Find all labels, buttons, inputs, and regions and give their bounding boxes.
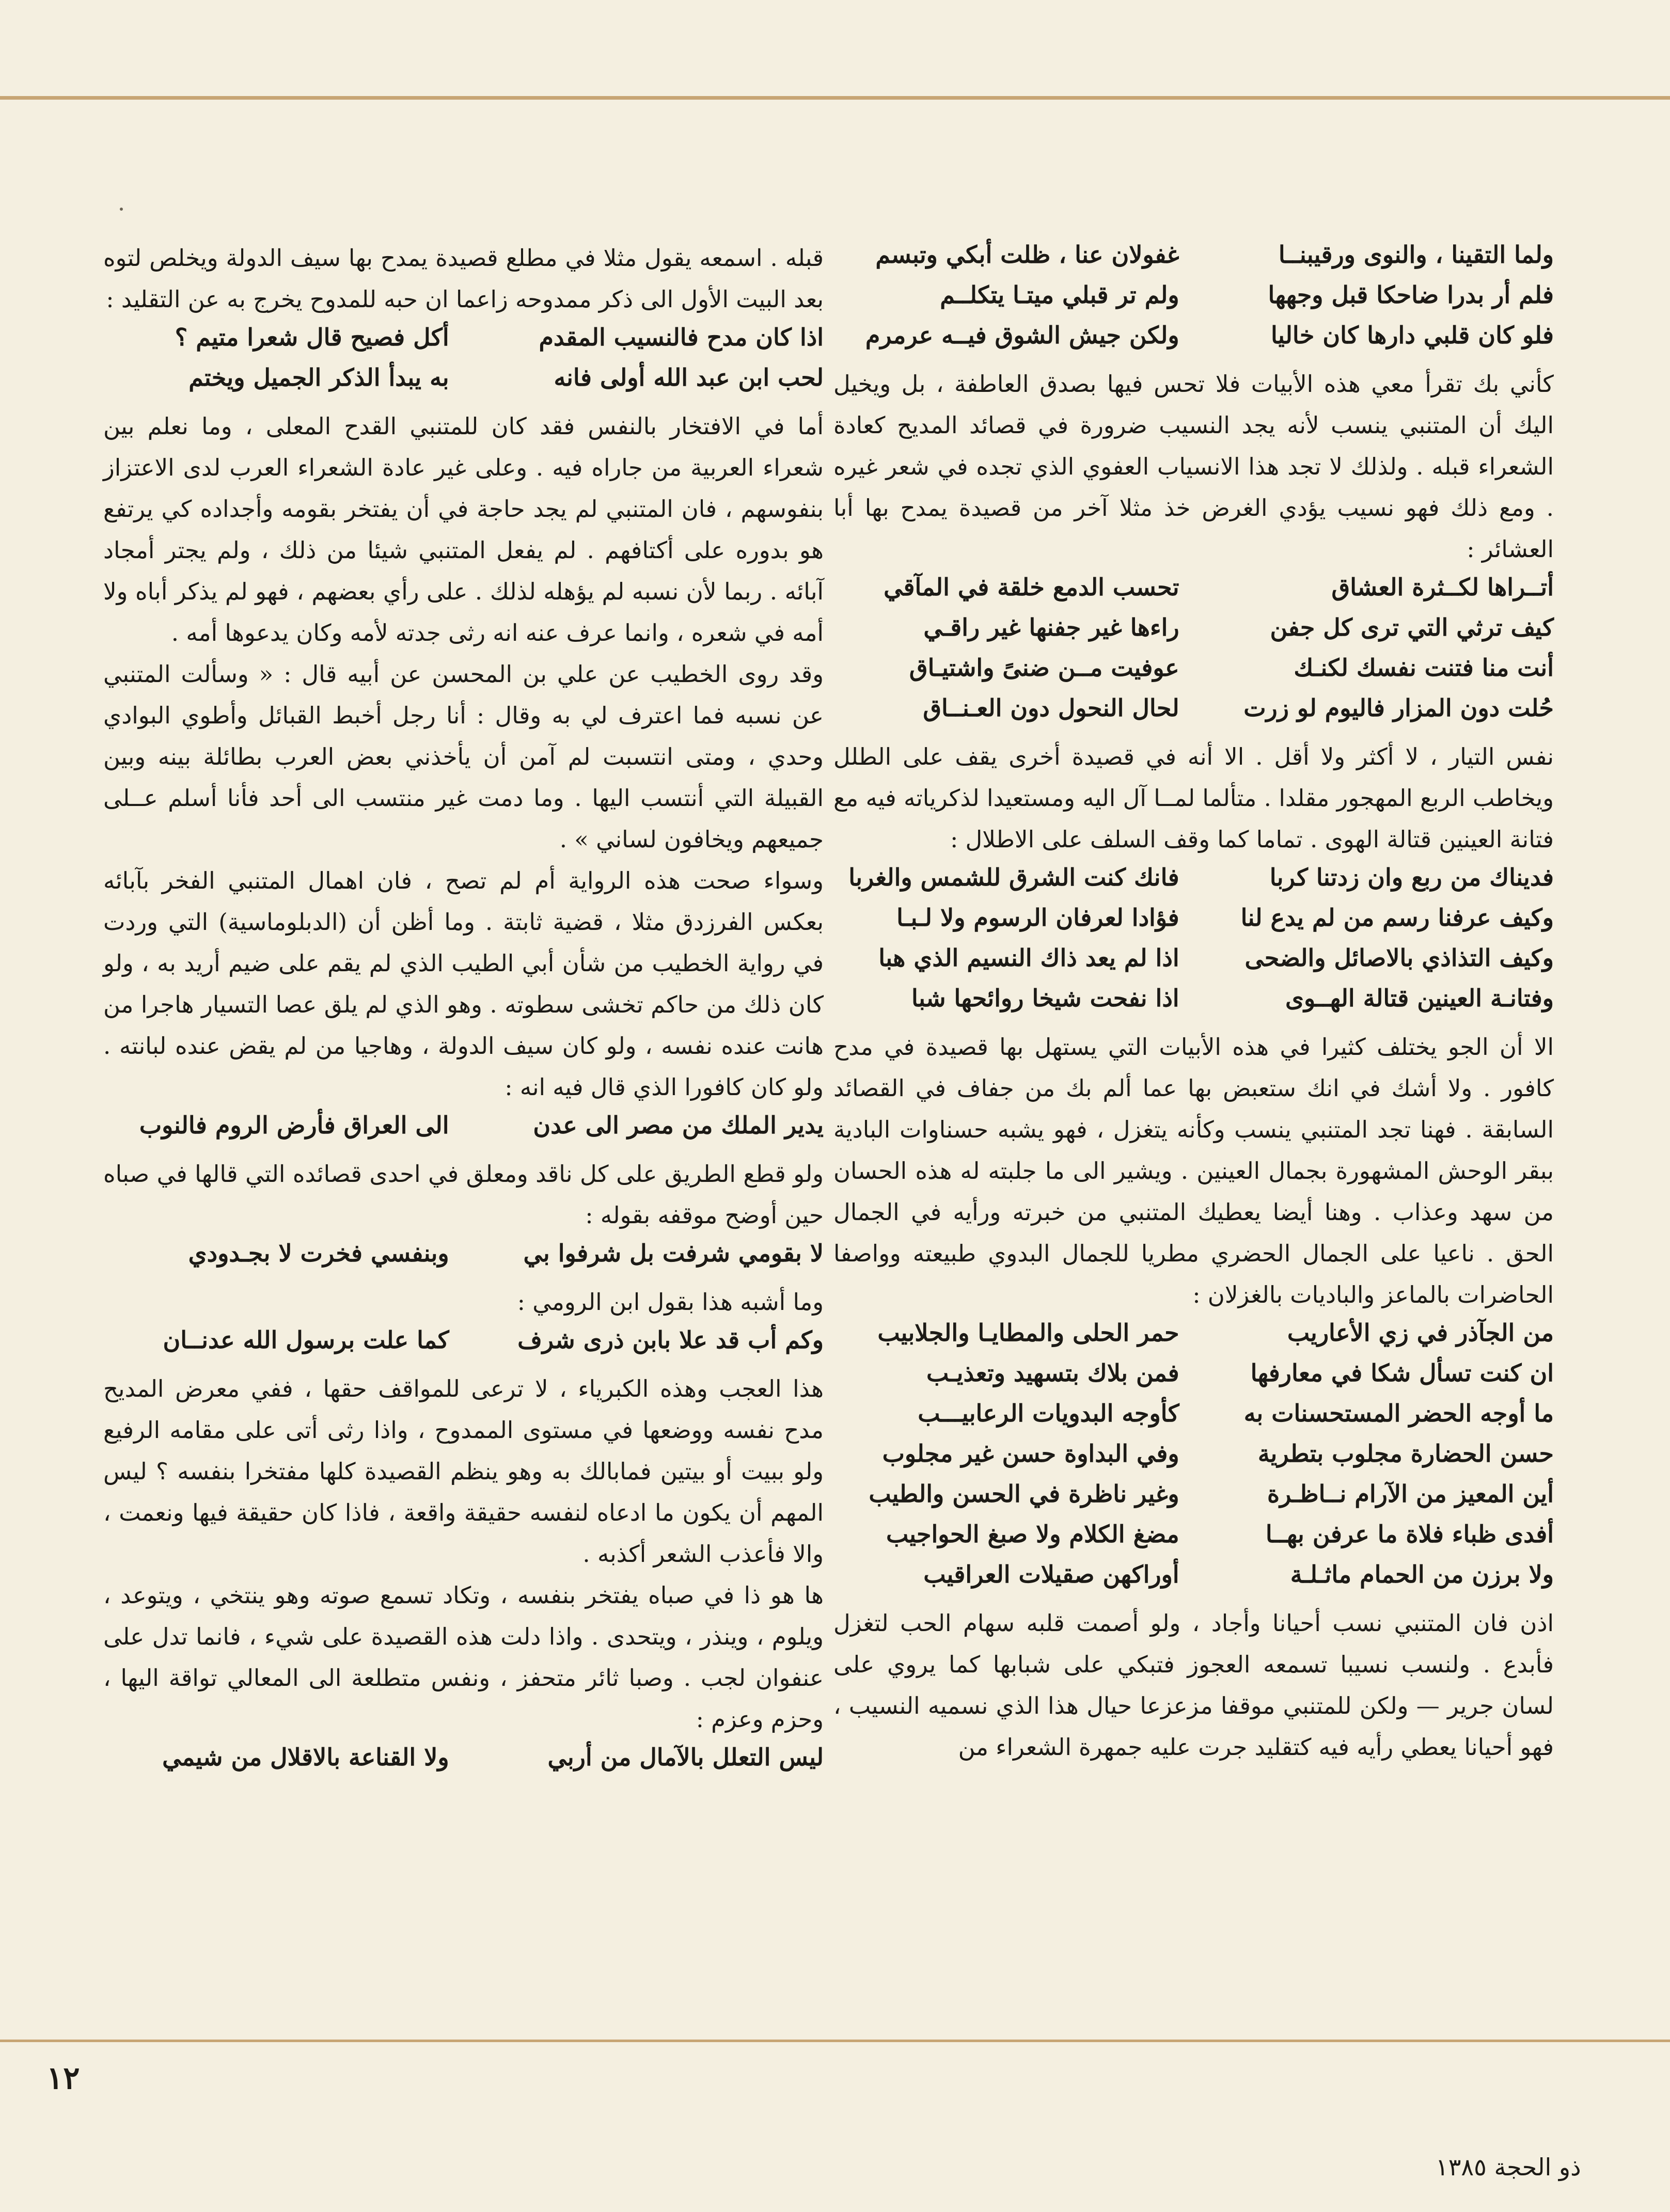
verse-line (103, 1743, 824, 1783)
verse-line (103, 1111, 824, 1151)
ink-dot (120, 208, 123, 211)
verse-second-hemistich: الى العراق فأرض الروم فالنوب (139, 1111, 449, 1139)
verse-first-hemistich: وكيف عرفنا رسم من لم يدع لنا (1240, 904, 1554, 931)
verse-second-hemistich: أكل فصيح قال شعرا متيم ؟ (175, 323, 449, 351)
paragraph: كأني بك تقرأ معي هذه الأبيات فلا تحس فيها بصدق العاطفة ، بل ويخيل اليك أن المتنبي ينسب لأنه يجد النسيب ضرورة في قصائد المديح كعادة الشعراء قبله . ولذلك لا تجد هذا الانسياب العفوي الذي تجده في شعر غيره . ومع ذلك فهو نسيب يؤدي الغرض خذ مثلا آخر من قصيدة يمدح بها أبا العشائر : (833, 370, 1554, 563)
paragraph: اذن فان المتنبي نسب أحيانا وأجاد ، ولو أصمت قلبه سهام الحب لتغزل فأبدع . ولنسب نسيبا تسمعه العجوز فتبكي على شبابها كما يروي على لسان جرير — ولكن للمتنبي موقفا مزعزعا حيال هذا الذي نسميه النسيب ، فهو أحيانا يعطي رأيه فيه كتقليد جرت عليه جمهرة الشعراء من (833, 1609, 1554, 1761)
verse-first-hemistich: ليس التعلل بالآمال من أربي (547, 1743, 824, 1771)
verse-line (833, 1319, 1554, 1359)
verse-first-hemistich: اذا كان مدح فالنسيب المقدم (539, 323, 824, 351)
verse-second-hemistich: أوراكهن صقيلات العراقيب (923, 1560, 1179, 1588)
verse-second-hemistich: حمر الحلى والمطايـا والجلابيب (877, 1319, 1179, 1347)
verse-first-hemistich: ما أوجه الحضر المستحسنات به (1243, 1399, 1554, 1427)
verse-line (103, 1326, 824, 1366)
verse-second-hemistich: ولا القناعة بالاقلال من شيمي (162, 1743, 449, 1771)
verse-second-hemistich: وفي البداوة حسن غير مجلوب (882, 1440, 1179, 1467)
verse-line (103, 1239, 824, 1279)
verse-second-hemistich: اذا نفحت شيخا روائحها شبا (911, 984, 1179, 1012)
verse-line (833, 321, 1554, 361)
verse-second-hemistich: اذا لم يعد ذاك النسيم الذي هبا (878, 944, 1179, 972)
verse-second-hemistich: كما علت برسول الله عدنــان (163, 1326, 449, 1354)
verse-group (103, 1326, 824, 1366)
verse-first-hemistich: يدير الملك من مصر الى عدن (533, 1111, 824, 1139)
left-column (103, 238, 824, 1786)
verse-line (833, 694, 1554, 734)
verse-second-hemistich: فمن بلاك بتسهيد وتعذيـب (926, 1359, 1179, 1387)
top-rule (0, 96, 1670, 100)
paragraph: وسواء صحت هذه الرواية أم لم تصح ، فان اهمال المتنبي الفخر بآبائه بعكس الفرزدق مثلا ، قضية ثابتة . وما أظن أن (الدبلوماسية) التي وردت في رواية الخطيب من شأن أبي الطيب الذي لم يقم على ضيم أريد به ، ولو كان ذلك من حاكم تخشى سطوته . وهو الذي لم يلق عصا التسيار هاجرا من هانت عنده نفسه ، ولو كان سيف الدولة ، وهاجيا من لم يقض عنده لبانته . ولو كان كافورا الذي قال فيه انه : (103, 867, 824, 1101)
verse-group (833, 573, 1554, 734)
verse-line (833, 613, 1554, 654)
verse-second-hemistich: به يبدأ الذكر الجميل ويختم (188, 364, 449, 391)
verse-second-hemistich: مضغ الكلام ولا صبغ الحواجيب (886, 1520, 1179, 1548)
verse-second-hemistich: تحسب الدمع خلقة في المآقي (884, 573, 1179, 601)
verse-second-hemistich: لحال النحول دون العـنــاق (923, 694, 1179, 722)
verse-group (103, 1743, 824, 1783)
issue-date: ذو الحجة ١٣٨٥ (1436, 2153, 1581, 2181)
verse-second-hemistich: راءها غير جفنها غير راقـي (923, 613, 1179, 641)
verse-first-hemistich: حُلت دون المزار فاليوم لو زرت (1243, 694, 1554, 722)
verse-group (103, 323, 824, 404)
verse-line (833, 984, 1554, 1024)
paragraph: وما أشبه هذا بقول ابن الرومي : (517, 1288, 824, 1316)
verse-first-hemistich: وفتانـة العينين قتالة الهــوى (1285, 984, 1554, 1012)
paragraph: ها هو ذا في صباه يفتخر بنفسه ، وتكاد تسمع صوته وهو ينتخي ، ويتوعد ، ويلوم ، وينذر ، ويتحدى . واذا دلت هذه القصيدة على شيء ، فانما تدل على عنفوان لجب . وصبا ثائر متحفز ، ونفس متطلعة الى المعالي تواقة اليها ، وحزم وعزم : (103, 1582, 824, 1733)
verse-group (103, 1111, 824, 1151)
paragraph: أما في الافتخار بالنفس فقد كان للمتنبي القدح المعلى ، وما نعلم بين شعراء العربية من جاراه فيه . وعلى غير عادة الشعراء العرب لدى الاعتزاز بنفوسهم ، فان المتنبي لم يجد حاجة في أن يفتخر بقومه وأجداده كي يرتفع هو بدوره على أكتافهم . لم يفعل المتنبي شيئا من ذلك ، ولم يجتر أمجاد آبائه . ربما لأن نسبه لم يؤهله لذلك . على رأي بعضهم ، فهو لم يذكر أباه ولا أمه في شعره ، وانما عرف عنه انه رثى جدته لأمه وكان يدعوها أمه . (103, 413, 824, 646)
verse-group (103, 1239, 824, 1279)
verse-group (833, 1319, 1554, 1601)
verse-line (833, 1560, 1554, 1601)
paragraph: وقد روى الخطيب عن علي بن المحسن عن أبيه قال : « وسألت المتنبي عن نسبه فما اعترف لي به وقال : أنا رجل أخبط القبائل وأطوي البوادي وحدي ، ومتى انتسبت لم آمن أن يأخذني بعض العرب بطائلة بينه وبين القبيلة التي أنتسب اليها . وما دمت غير منتسب الى أحد فأنا أسلم عــلى جميعهم ويخافون لساني » . (103, 660, 824, 853)
verse-first-hemistich: أنت منا فتنت نفسك لكنـك (1294, 654, 1554, 682)
verse-line (833, 1440, 1554, 1480)
verse-first-hemistich: أين المعيز من الآرام نــاظـرة (1267, 1480, 1554, 1508)
verse-group (833, 863, 1554, 1024)
verse-first-hemistich: ولما التقينا ، والنوى ورقيبنــا (1278, 241, 1554, 268)
verse-second-hemistich: وبنفسي فخرت لا بجـدودي (188, 1239, 449, 1267)
verse-line (833, 944, 1554, 984)
verse-line (833, 281, 1554, 321)
verse-first-hemistich: فلم أر بدرا ضاحكا قبل وجهها (1268, 281, 1554, 309)
verse-second-hemistich: فؤادا لعرفان الرسوم ولا لـبـا (896, 904, 1179, 931)
verse-first-hemistich: من الجآذر في زي الأعاريب (1287, 1319, 1554, 1347)
verse-second-hemistich: غفولان عنا ، ظلت أبكي وتبسم (875, 241, 1179, 268)
verse-first-hemistich: أتــراها لكــثرة العشاق (1331, 573, 1554, 601)
verse-second-hemistich: كأوجه البدويات الرعابيـــب (918, 1399, 1179, 1427)
verse-first-hemistich: لا بقومي شرفت بل شرفوا بي (523, 1239, 824, 1267)
verse-first-hemistich: وكيف التذاذي بالاصائل والضحى (1244, 944, 1554, 972)
bottom-rule (0, 2040, 1670, 2042)
verse-line (833, 654, 1554, 694)
verse-first-hemistich: وكم أب قد علا بابن ذرى شرف (517, 1326, 824, 1354)
verse-line (833, 863, 1554, 904)
paragraph: هذا العجب وهذه الكبرياء ، لا ترعى للمواقف حقها ، ففي معرض المديح مدح نفسه ووضعها في مستوى الممدوح ، واذا رثى أتى على مقامه الرفيع ولو ببيت أو بيتين فمابالك به وهو ينظم القصيدة كلها مفتخرا بنفسه ؟ ليس المهم أن يكون ما ادعاه لنفسه حقيقة واقعة ، فاذا كان حقيقة فيها ونعمت ، والا فأعذب الشعر أكذبه . (103, 1375, 824, 1568)
page-number: ١٢ (46, 2060, 80, 2096)
paragraph: قبله . اسمعه يقول مثلا في مطلع قصيدة يمدح بها سيف الدولة ويخلص لتوه بعد البيت الأول الى ذكر ممدوحه زاعما ان حبه للمدوح يخرج به عن التقليد : (103, 244, 824, 313)
verse-first-hemistich: فلو كان قلبي دارها كان خاليا (1270, 321, 1554, 349)
verse-first-hemistich: أفدى ظباء فلاة ما عرفن بهــا (1265, 1520, 1554, 1548)
verse-line (833, 241, 1554, 281)
verse-line (833, 904, 1554, 944)
verse-first-hemistich: ولا برزن من الحمام ماثـلـة (1290, 1560, 1554, 1588)
verse-second-hemistich: عوفيت مــن ضنىً واشتيـاق (909, 654, 1179, 682)
verse-line (103, 364, 824, 404)
verse-group (833, 241, 1554, 361)
verse-second-hemistich: ولكن جيش الشوق فيــه عرمرم (865, 321, 1179, 349)
paragraph: ولو قطع الطريق على كل ناقد ومعلق في احدى قصائده التي قالها في صباه حين أوضح موقفه بقوله : (103, 1160, 824, 1229)
paragraph: الا أن الجو يختلف كثيرا في هذه الأبيات التي يستهل بها قصيدة في مدح كافور . ولا أشك في انك ستعبض بها عما ألم بك من جفاف في القصائد السابقة . فهنا تجد المتنبي ينسب وكأنه يتغزل ، فهو يشبه حسناوات البادية ببقر الوحش المشهورة بجمال العينين . ويشير الى ما جلبته له هذه الحسان من سهد وعذاب . وهنا أيضا يعطيك المتنبي من خبرته ورأيه في الجمال الحق . ناعيا على الجمال الحضري مطريا للجمال البدوي طبيعته وواصفا الحاضرات بالماعز والباديات بالغزلان : (833, 1033, 1554, 1308)
verse-first-hemistich: ان كنت تسأل شكا في معارفها (1250, 1359, 1554, 1387)
verse-first-hemistich: كيف ترثي التي ترى كل جفن (1270, 613, 1554, 641)
verse-line (103, 323, 824, 364)
verse-first-hemistich: لحب ابن عبد الله أولى فانه (554, 364, 824, 391)
right-column (833, 238, 1554, 1768)
verse-first-hemistich: حسن الحضارة مجلوب بتطرية (1257, 1440, 1554, 1467)
verse-second-hemistich: ولم تر قبلي ميتـا يتكلــم (940, 281, 1179, 309)
verse-line (833, 573, 1554, 613)
verse-line (833, 1520, 1554, 1560)
verse-first-hemistich: فديناك من ربع وان زدتنا كربا (1269, 863, 1554, 891)
paragraph: نفس التيار ، لا أكثر ولا أقل . الا أنه في قصيدة أخرى يقف على الطلل ويخاطب الربع المهجور مقلدا . متألما لمــا آل اليه ومستعيدا لذكرياته فيه مع فتانة العينين قتالة الهوى . تماما كما وقف السلف على الاطلال : (833, 743, 1554, 853)
verse-line (833, 1480, 1554, 1520)
verse-line (833, 1399, 1554, 1440)
verse-second-hemistich: وغير ناظرة في الحسن والطيب (869, 1480, 1179, 1508)
verse-second-hemistich: فانك كنت الشرق للشمس والغربا (848, 863, 1179, 891)
verse-line (833, 1359, 1554, 1399)
